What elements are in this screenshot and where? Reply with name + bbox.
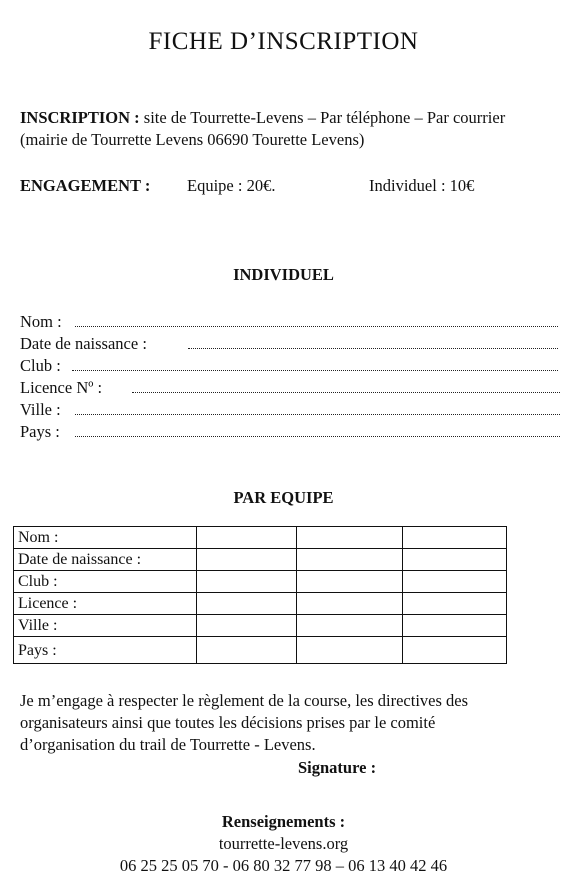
signature-label: Signature : <box>298 758 377 777</box>
team-table <box>13 526 507 664</box>
field-label: Club : <box>20 356 61 375</box>
inscription-label: INSCRIPTION : <box>20 108 140 127</box>
table-row <box>14 593 507 615</box>
team-cell[interactable] <box>403 615 507 637</box>
engagement-equipe: Equipe : 20€. <box>187 176 276 195</box>
info-heading: Renseignements : <box>221 812 346 831</box>
info-website: tourrette-levens.org <box>218 834 349 853</box>
team-cell[interactable] <box>297 637 403 664</box>
info-phones: 06 25 25 05 70 - 06 80 32 77 98 – 06 13 40 42 46 <box>119 856 448 875</box>
team-cell[interactable] <box>196 615 297 637</box>
team-cell[interactable] <box>403 571 507 593</box>
individuel-heading: INDIVIDUEL <box>233 265 334 284</box>
individuel-field-nom[interactable] <box>20 311 62 333</box>
team-cell[interactable] <box>403 593 507 615</box>
commitment-line-3: d’organisation du trail de Tourrette - Levens. <box>20 735 316 754</box>
commitment-line-2: organisateurs ainsi que toutes les décisions prises par le comité <box>20 713 436 732</box>
field-label: Ville : <box>20 400 61 419</box>
fill-line[interactable] <box>72 370 558 371</box>
table-row <box>14 549 507 571</box>
fill-line[interactable] <box>75 326 558 327</box>
team-cell[interactable] <box>196 637 297 664</box>
field-label: Date de naissance : <box>20 334 147 353</box>
engagement-label: ENGAGEMENT : <box>20 176 151 195</box>
team-cell[interactable] <box>403 637 507 664</box>
fill-line[interactable] <box>132 392 560 393</box>
row-label-licence: Licence : <box>14 593 197 615</box>
field-label: Licence Nº : <box>20 378 103 397</box>
team-cell[interactable] <box>297 615 403 637</box>
inscription-line-2: (mairie de Tourrette Levens 06690 Tourette Levens) <box>20 130 365 149</box>
table-row <box>14 637 507 664</box>
row-label-birthdate: Date de naissance : <box>14 549 197 571</box>
inscription-text: site de Tourrette-Levens – Par téléphone – Par courrier <box>139 108 506 127</box>
inscription-line-1 <box>20 107 505 129</box>
team-cell[interactable] <box>297 549 403 571</box>
team-cell[interactable] <box>196 571 297 593</box>
equipe-heading: PAR EQUIPE <box>233 488 334 507</box>
table-row <box>14 615 507 637</box>
fill-line[interactable] <box>188 348 558 349</box>
field-label: Pays : <box>20 422 60 441</box>
individuel-field-ville[interactable] <box>20 399 61 421</box>
team-cell[interactable] <box>403 527 507 549</box>
fill-line[interactable] <box>75 414 560 415</box>
row-label-ville: Ville : <box>14 615 197 637</box>
field-label: Nom : <box>20 312 62 331</box>
fill-line[interactable] <box>75 436 560 437</box>
team-cell[interactable] <box>196 593 297 615</box>
team-cell[interactable] <box>297 527 403 549</box>
table-row <box>14 527 507 549</box>
individuel-field-club[interactable] <box>20 355 61 377</box>
individuel-field-birthdate[interactable] <box>20 333 147 355</box>
engagement-individuel: Individuel : 10€ <box>369 176 475 195</box>
team-cell[interactable] <box>403 549 507 571</box>
individuel-field-pays[interactable] <box>20 421 60 443</box>
team-cell[interactable] <box>297 571 403 593</box>
row-label-club: Club : <box>14 571 197 593</box>
table-row <box>14 571 507 593</box>
row-label-nom: Nom : <box>14 527 197 549</box>
individuel-field-licence[interactable] <box>20 377 102 399</box>
team-cell[interactable] <box>196 549 297 571</box>
team-cell[interactable] <box>196 527 297 549</box>
commitment-line-1: Je m’engage à respecter le règlement de la course, les directives des <box>20 691 469 710</box>
team-cell[interactable] <box>297 593 403 615</box>
form-title: FICHE D’INSCRIPTION <box>148 28 419 55</box>
row-label-pays: Pays : <box>14 637 197 664</box>
